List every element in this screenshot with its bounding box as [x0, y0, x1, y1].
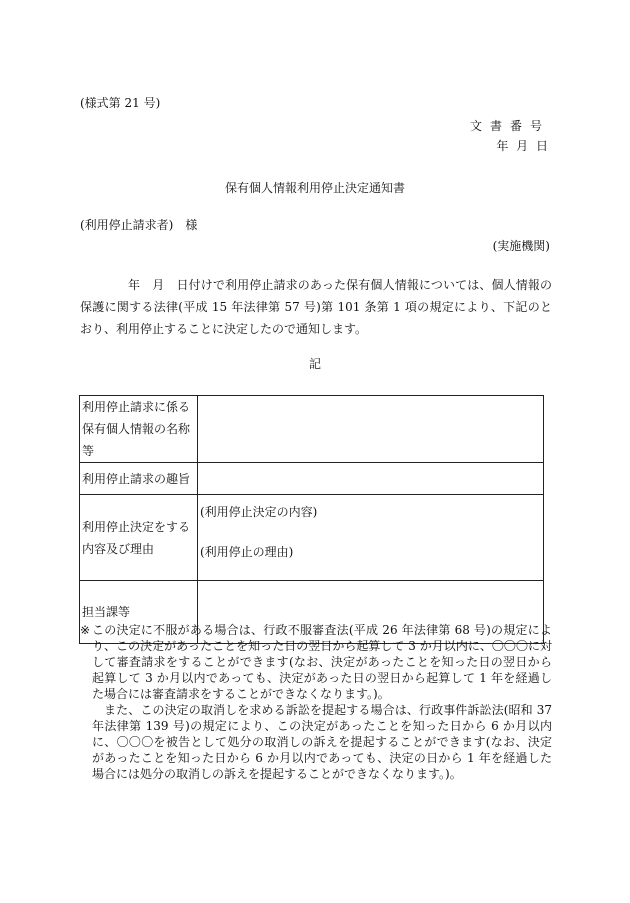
decision-table — [79, 395, 544, 644]
ki-heading: 記 — [308, 357, 321, 371]
row-value-info-name — [198, 396, 544, 463]
date-label: 年 月 日 — [496, 139, 550, 153]
notes-section — [80, 622, 552, 782]
document-number-label: 文書番号 — [469, 119, 550, 133]
row-value-request-purpose — [198, 463, 544, 495]
document-title: 保有個人情報利用停止決定通知書 — [224, 181, 405, 195]
lawsuit-note: また、この決定の取消しを求める訴訟を提起する場合は、行政事件訴訟法(昭和 37 年法律第 139 号)の規定により、この決定があったことを知った日から 6 か月以内に、〇〇〇を被告として処分の取消しの訴えを提起することができます(なお、決定があったことを知った日から 6 か月以内であっても、決定の日から 1 年を経過した場合には処分の取消しの訴えを提起することができなくなります。)。 — [92, 703, 552, 781]
appeal-note: この決定に不服がある場合は、行政不服審査法(平成 26 年法律第 68 号)の規定により、この決定があったことを知った日の翌日から起算して 3 か月以内に、〇〇〇に対して審査請求をすることができます(なお、決定があったことを知った日の翌日から起算して 3 か月以内であっても、決定があった日の翌日から起算して 1 年を経過した場合には審査請求をすることができなくなります。)。 — [92, 623, 552, 701]
implementing-agency: (実施機関) — [492, 239, 550, 253]
suspension-reason-sublabel: (利用停止の理由) — [200, 545, 294, 559]
table-row — [80, 495, 544, 581]
row-label-request-purpose: 利用停止請求の趣旨 — [80, 463, 198, 495]
row-label-department: 担当課等 — [80, 581, 198, 644]
row-value-decision-content — [198, 495, 544, 581]
recipient-line: (利用停止請求者) 様 — [80, 218, 198, 232]
table-row — [80, 396, 544, 463]
decision-content-sublabel: (利用停止決定の内容) — [200, 505, 318, 519]
row-label-info-name: 利用停止請求に係る保有個人情報の名称等 — [80, 396, 198, 463]
form-number: (様式第 21 号) — [80, 96, 161, 110]
notice-body: 年 月 日付けで利用停止請求のあった保有個人情報については、個人情報の保護に関する法律(平成 15 年法律第 57 号)第 101 条第 1 項の規定により、下記のとおり、利用停止することに決定したので通知します。 — [80, 278, 552, 336]
table-row — [80, 463, 544, 495]
row-label-decision-content: 利用停止決定をする内容及び理由 — [80, 495, 198, 581]
note-mark: ※ — [80, 623, 91, 637]
